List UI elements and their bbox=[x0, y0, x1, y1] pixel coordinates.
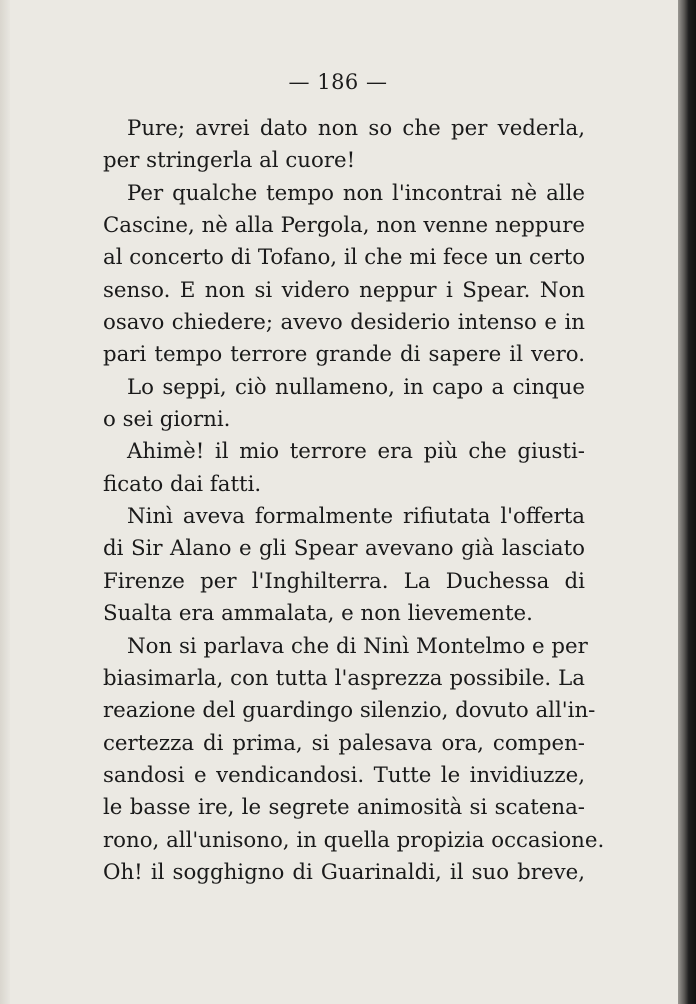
text-line: Ahimè! il mio terrore era più che giusti- bbox=[127, 439, 585, 465]
text-line: osavo chiedere; avevo desiderio intenso e in bbox=[103, 310, 585, 336]
text-line: Ninì aveva formalmente rifiutata l'offerta bbox=[127, 504, 585, 530]
text-line: Oh! il sogghigno di Guarinaldi, il suo breve, bbox=[103, 859, 585, 885]
text-line: biasimarla, con tutta l'asprezza possibile. La bbox=[103, 665, 585, 691]
text-line: ficato dai fatti. bbox=[103, 471, 262, 497]
paragraph bbox=[103, 501, 585, 630]
paragraph bbox=[103, 436, 585, 501]
text-line: senso. E non si videro neppur i Spear. Non bbox=[103, 277, 585, 303]
paragraph bbox=[103, 113, 585, 178]
text-line: Per qualche tempo non l'incontrai nè alle bbox=[127, 180, 585, 206]
paragraph bbox=[103, 178, 585, 372]
text-line: Lo seppi, ciò nullameno, in capo a cinque bbox=[127, 374, 585, 400]
text-line: pari tempo terrore grande di sapere il vero. bbox=[103, 342, 585, 368]
text-body bbox=[103, 113, 605, 889]
text-line: Non si parlava che di Ninì Montelmo e per bbox=[127, 633, 588, 659]
text-line: rono, all'unisono, in quella propizia occasione. bbox=[103, 827, 605, 853]
text-line: certezza di prima, si palesava ora, compen- bbox=[103, 730, 585, 756]
page-number: — 186 — bbox=[288, 70, 388, 94]
paragraph bbox=[103, 631, 605, 890]
text-line: sandosi e vendicandosi. Tutte le invidiuzze, bbox=[103, 762, 585, 788]
text-line: Sualta era ammalata, e non lievemente. bbox=[103, 601, 533, 627]
page-left-edge bbox=[0, 0, 10, 1004]
text-line: Firenze per l'Inghilterra. La Duchessa di bbox=[103, 568, 585, 594]
text-line: al concerto di Tofano, il che mi fece un certo bbox=[103, 245, 586, 271]
text-line: o sei giorni. bbox=[103, 407, 231, 433]
page-binding-shadow bbox=[678, 0, 696, 1004]
text-line: reazione del guardingo silenzio, dovuto all'in- bbox=[103, 698, 596, 724]
text-line: le basse ire, le segrete animosità si scatena- bbox=[103, 795, 585, 821]
text-line: Pure; avrei dato non so che per vederla, bbox=[127, 116, 585, 141]
text-line: di Sir Alano e gli Spear avevano già lasciato bbox=[103, 536, 585, 562]
paragraph bbox=[103, 372, 585, 437]
text-line: Cascine, nè alla Pergola, non venne neppure bbox=[103, 213, 585, 239]
text-line: per stringerla al cuore! bbox=[103, 148, 356, 174]
